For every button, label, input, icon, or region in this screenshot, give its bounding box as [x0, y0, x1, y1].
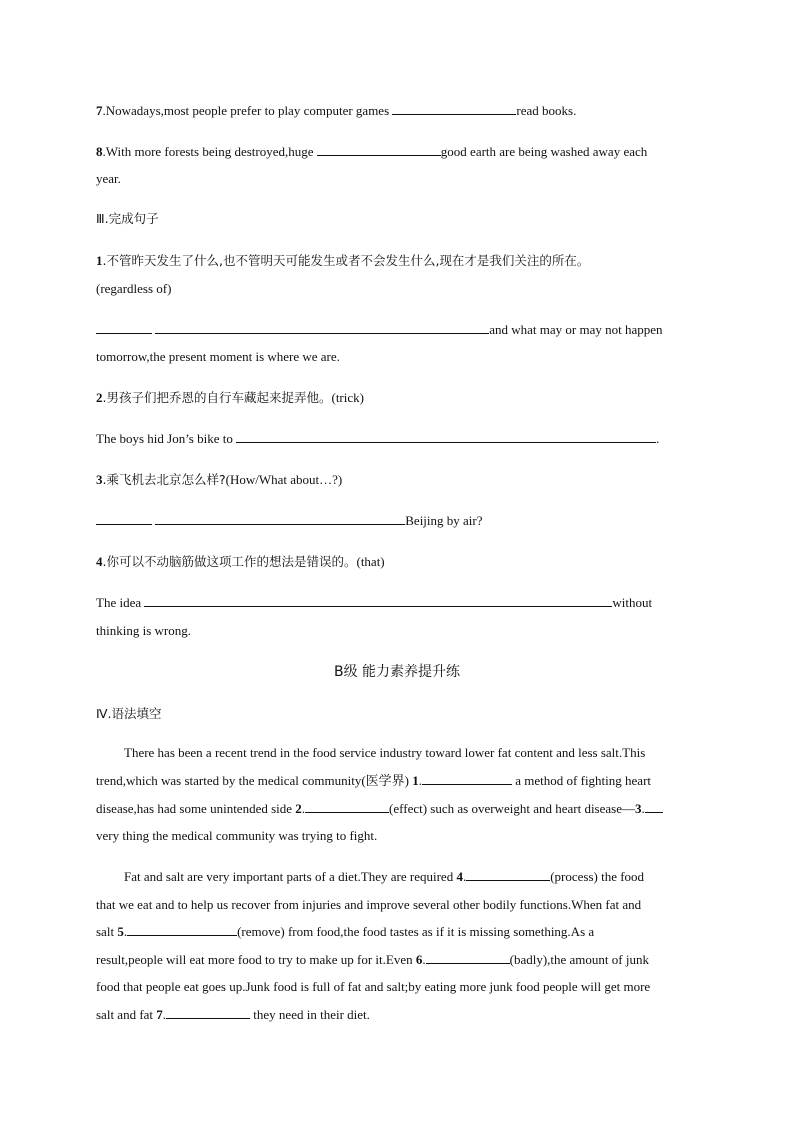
level-b-title: B级 能力素养提升练 — [333, 664, 461, 680]
answer-blank[interactable] — [155, 321, 489, 334]
sentence-4-answer — [96, 594, 652, 612]
passage-text: salt — [96, 924, 118, 939]
passage-line: food that people eat goes up.Junk food is full of fat and salt;by eating more junk food people will get more — [96, 979, 651, 994]
sentence-3-answer — [96, 512, 483, 530]
answer-blank[interactable] — [127, 923, 237, 936]
question-7 — [96, 102, 576, 120]
passage-text: Fat and salt are very important parts of a diet.They are required — [124, 869, 457, 884]
sentence-text: Beijing by air? — [405, 513, 483, 528]
answer-blank[interactable] — [426, 951, 510, 964]
chinese-prompt: .不管昨天发生了什么,也不管明天可能发生或者不会发生什么,现在才是我们关注的所在。 — [102, 253, 590, 268]
answer-blank[interactable] — [236, 430, 656, 443]
sentence-1-cont: tomorrow,the present moment is where we are. — [96, 349, 340, 364]
answer-blank[interactable] — [155, 512, 405, 525]
passage-line — [96, 1006, 370, 1024]
sentence-text-end: without — [612, 595, 653, 610]
question-number: 8 — [96, 144, 103, 159]
answer-blank[interactable] — [466, 868, 550, 881]
answer-blank[interactable] — [305, 800, 389, 813]
sentence-text: and what may or may not happen — [489, 322, 663, 337]
blank-number: 7 — [156, 1007, 163, 1022]
question-8-cont: year. — [96, 171, 121, 186]
hint: (trick) — [331, 390, 364, 405]
passage-line — [96, 951, 649, 969]
question-text: .Nowadays,most people prefer to play computer games — [102, 103, 393, 118]
question-text: .With more forests being destroyed,huge — [102, 144, 317, 159]
passage-line — [96, 923, 594, 941]
chinese-prompt: .乘飞机去北京怎么样? — [102, 472, 226, 487]
passage-text: . — [462, 869, 467, 884]
sentence-2-prompt — [96, 389, 364, 407]
answer-blank[interactable] — [96, 512, 152, 525]
passage-text: . — [641, 801, 645, 816]
passage-text: trend,which was started by the medical community(医学界) — [96, 773, 413, 788]
hint: (How/What about…?) — [225, 472, 343, 487]
question-text-end: good earth are being washed away each — [440, 144, 648, 159]
chinese-prompt: .你可以不动脑筋做这项工作的想法是错误的。 — [102, 554, 357, 569]
answer-blank[interactable] — [422, 772, 512, 785]
passage-text: . — [418, 773, 423, 788]
section-title-4: Ⅳ.语法填空 — [96, 706, 162, 721]
passage-line: very thing the medical community was trying to fight. — [96, 828, 378, 843]
passage-text: disease,has had some unintended side — [96, 801, 296, 816]
section-title-3: Ⅲ.完成句子 — [96, 211, 159, 226]
blank-number: 1 — [412, 773, 419, 788]
blank-number: 3 — [634, 801, 642, 816]
question-number: 7 — [96, 103, 103, 118]
answer-blank[interactable] — [96, 321, 152, 334]
question-text-end: read books. — [516, 103, 577, 118]
passage-text: (effect) such as overweight and heart disease— — [389, 801, 635, 816]
passage-line — [124, 868, 644, 886]
answer-blank[interactable] — [645, 800, 663, 813]
passage-text: . — [162, 1007, 167, 1022]
chinese-prompt: .男孩子们把乔恩的自行车藏起来捉弄他。 — [102, 390, 332, 405]
passage-line: There has been a recent trend in the food service industry toward lower fat content and less salt.This — [124, 745, 646, 760]
passage-text: result,people will eat more food to try to make up for it.Even — [96, 952, 416, 967]
passage-text: (process) the food — [550, 869, 645, 884]
question-number: 1 — [96, 253, 103, 268]
sentence-end: . — [656, 431, 660, 446]
question-number: 3 — [96, 472, 103, 487]
passage-line: that we eat and to help us recover from injuries and improve several other bodily functions.When fat and — [96, 897, 642, 912]
passage-text: salt and fat — [96, 1007, 157, 1022]
blank-number: 6 — [415, 952, 423, 967]
blank-number: 2 — [295, 801, 302, 816]
sentence-2-answer — [96, 430, 659, 448]
blank-number: 5 — [117, 924, 124, 939]
passage-text: . — [123, 924, 128, 939]
sentence-1-prompt — [96, 252, 589, 270]
passage-text: they need in their diet. — [250, 1007, 370, 1022]
answer-blank[interactable] — [144, 594, 612, 607]
question-number: 4 — [96, 554, 103, 569]
question-8 — [96, 143, 647, 161]
passage-line — [96, 800, 663, 818]
passage-text: . — [422, 952, 426, 967]
sentence-4-prompt — [96, 553, 385, 571]
sentence-4-cont: thinking is wrong. — [96, 623, 191, 638]
sentence-1-answer — [96, 321, 663, 339]
question-number: 2 — [96, 390, 103, 405]
passage-text: (badly),the amount of junk — [509, 952, 649, 967]
answer-blank[interactable] — [317, 143, 441, 156]
answer-blank[interactable] — [392, 102, 516, 115]
passage-text: . — [301, 801, 306, 816]
passage-text: (remove) from food,the food tastes as if it is missing something.As a — [237, 924, 595, 939]
sentence-1-hint: (regardless of) — [96, 281, 172, 296]
sentence-text: The idea — [96, 595, 145, 610]
passage-line — [96, 772, 651, 790]
sentence-text: The boys hid Jon’s bike to — [96, 431, 237, 446]
passage-text: a method of fighting heart — [512, 773, 652, 788]
blank-number: 4 — [456, 869, 463, 884]
answer-blank[interactable] — [166, 1006, 250, 1019]
sentence-3-prompt — [96, 471, 342, 489]
hint: (that) — [356, 554, 385, 569]
